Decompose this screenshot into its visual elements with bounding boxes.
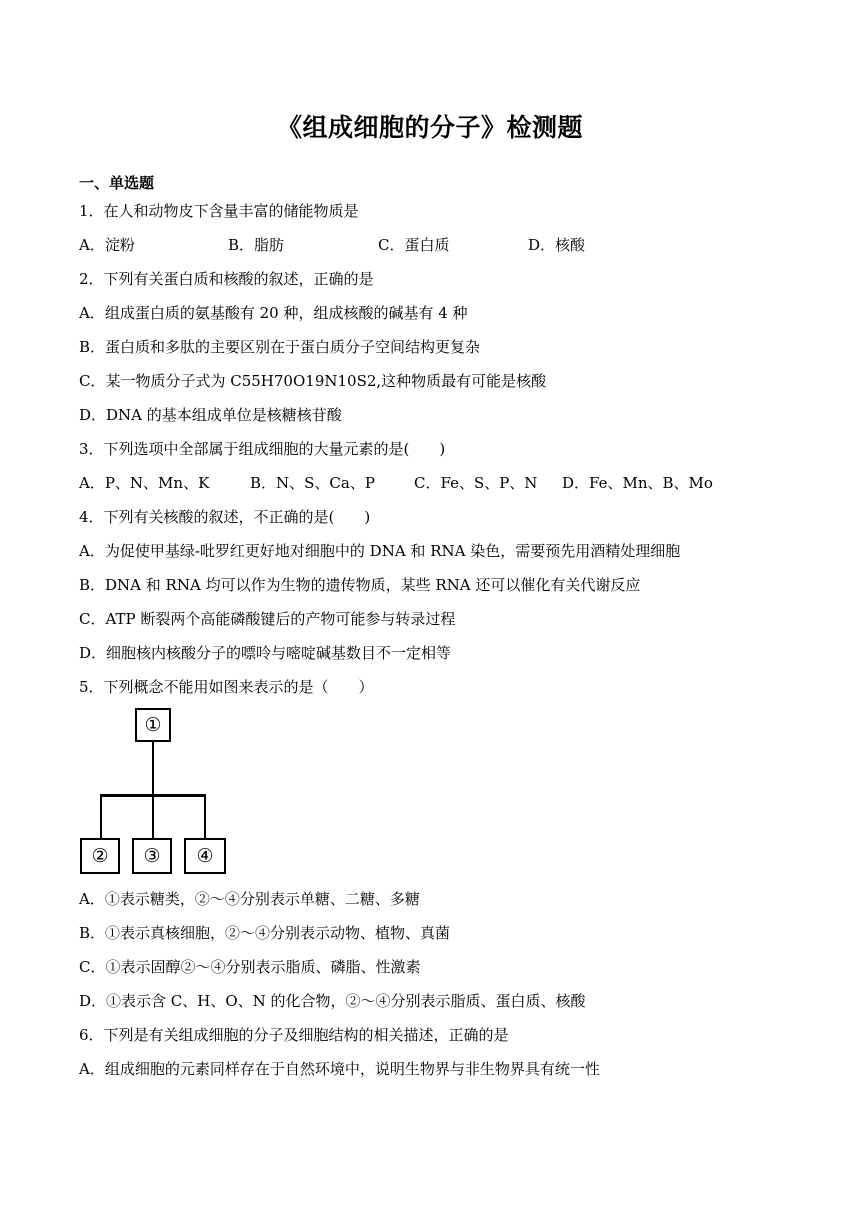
q5-option-a: A．①表示糖类，②～④分别表示单糖、二糖、多糖	[79, 890, 420, 908]
q4-option-c: C．ATP 断裂两个高能磷酸键后的产物可能参与转录过程	[79, 610, 456, 628]
question-5-stem: 5．下列概念不能用如图来表示的是（ ）	[79, 678, 374, 696]
q4-option-a: A．为促使甲基绿-吡罗红更好地对细胞中的 DNA 和 RNA 染色，需要预先用酒精处理细胞	[79, 542, 681, 560]
diagram-drop-line-2	[152, 794, 154, 840]
q5-option-c: C．①表示固醇②～④分别表示脂质、磷脂、性激素	[79, 958, 421, 976]
question-6-stem: 6．下列是有关组成细胞的分子及细胞结构的相关描述，正确的是	[79, 1026, 509, 1044]
page-title: 《组成细胞的分子》检测题	[276, 113, 583, 142]
q2-option-a: A．组成蛋白质的氨基酸有 20 种，组成核酸的碱基有 4 种	[79, 304, 468, 322]
diagram-box-2: ②	[80, 838, 120, 874]
q5-option-d: D．①表示含 C、H、O、N 的化合物，②～④分别表示脂质、蛋白质、核酸	[79, 992, 586, 1010]
q1-option-c: C．蛋白质	[378, 236, 450, 254]
q3-option-c: C．Fe、S、P、N	[414, 474, 538, 492]
q2-option-b: B．蛋白质和多肽的主要区别在于蛋白质分子空间结构更复杂	[79, 338, 481, 356]
diagram-box-3: ③	[132, 838, 172, 874]
q1-option-d: D．核酸	[528, 236, 586, 254]
q3-option-a: A．P、N、Mn、K	[79, 474, 210, 492]
question-3-options	[79, 472, 779, 494]
diagram-box-1: ①	[135, 708, 171, 742]
q5-option-b: B．①表示真核细胞，②～④分别表示动物、植物、真菌	[79, 924, 451, 942]
q4-option-b: B．DNA 和 RNA 均可以作为生物的遗传物质，某些 RNA 还可以催化有关代谢反应	[79, 576, 641, 594]
q2-option-d: D．DNA 的基本组成单位是核糖核苷酸	[79, 406, 342, 424]
q4-option-d: D．细胞核内核酸分子的嘌呤与嘧啶碱基数目不一定相等	[79, 644, 452, 662]
q2-option-c: C．某一物质分子式为 C55H70O19N10S2,这种物质最有可能是核酸	[79, 372, 547, 390]
q1-option-b: B．脂肪	[228, 236, 285, 254]
diagram-trunk-line	[152, 742, 154, 796]
section-heading: 一、单选题	[79, 174, 155, 192]
concept-tree-diagram	[78, 708, 230, 876]
question-2-stem: 2．下列有关蛋白质和核酸的叙述，正确的是	[79, 270, 374, 288]
question-1-options	[79, 234, 779, 256]
question-3-stem: 3．下列选项中全部属于组成细胞的大量元素的是( )	[79, 440, 446, 458]
q1-option-a: A．淀粉	[79, 236, 135, 254]
q3-option-b: B．N、S、Ca、P	[250, 474, 375, 492]
question-1-stem: 1．在人和动物皮下含量丰富的储能物质是	[79, 202, 359, 220]
question-4-stem: 4．下列有关核酸的叙述，不正确的是( )	[79, 508, 371, 526]
q6-option-a: A．组成细胞的元素同样存在于自然环境中，说明生物界与非生物界具有统一性	[79, 1060, 600, 1078]
diagram-drop-line-1	[100, 794, 102, 840]
q3-option-d: D．Fe、Mn、B、Mo	[562, 474, 713, 492]
diagram-drop-line-3	[204, 794, 206, 840]
diagram-box-4: ④	[184, 838, 226, 874]
